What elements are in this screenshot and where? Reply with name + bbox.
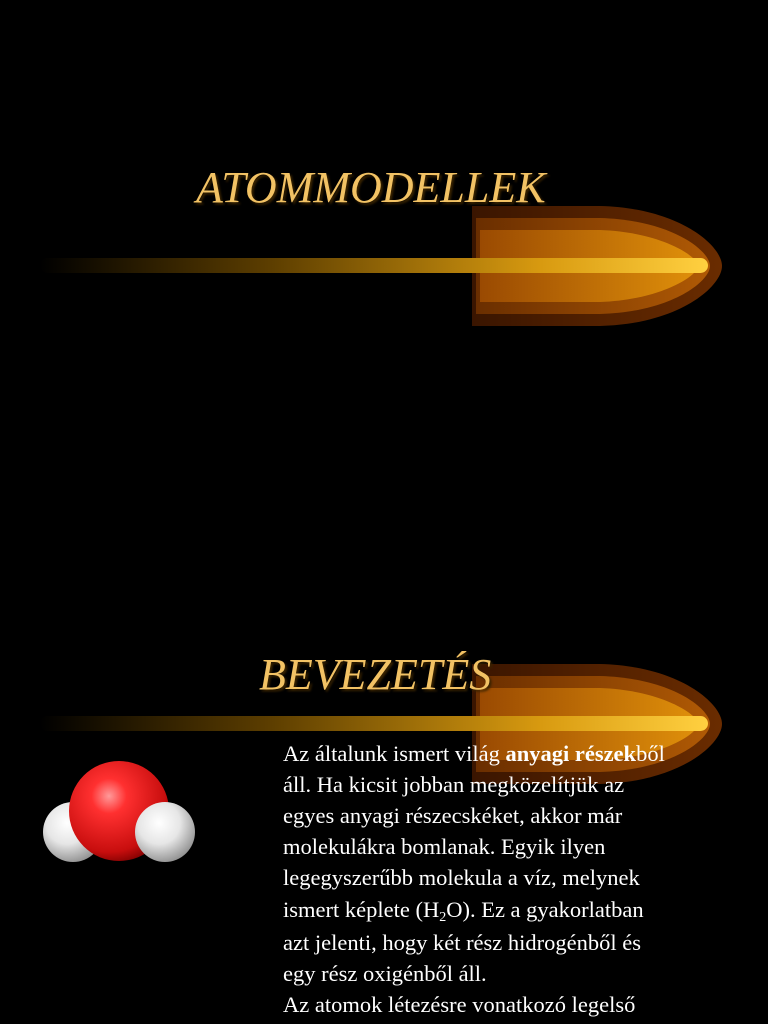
water-formula-subscript: 2 (439, 910, 447, 925)
water-molecule-image (30, 748, 210, 878)
hydrogen-atom-right (135, 802, 195, 862)
slide-title: BEVEZETÉS (259, 650, 492, 699)
slide-title: ATOMMODELLEK (196, 163, 546, 212)
slide-bevezetes (0, 512, 768, 1024)
intro-paragraph: Az általunk ismert világ anyagi részekből áll. Ha kicsit jobban megközelítjük az egyes anyagi részecskéket, akkor már molekulákra bomlanak. Egyik ilyen legegyszerűbb molekula a víz, melynek ismert képlete $(H_2O)$. Ez a gyakorlatban azt jelenti, hogy két rész hidrogénből és egy rész oxigénből áll. Az atomok létezésre vonatkozó legelső (283, 741, 665, 1017)
emphasis-anyagi-reszek: anyagi részek (505, 741, 637, 766)
bullet-bar-decoration (0, 196, 768, 336)
